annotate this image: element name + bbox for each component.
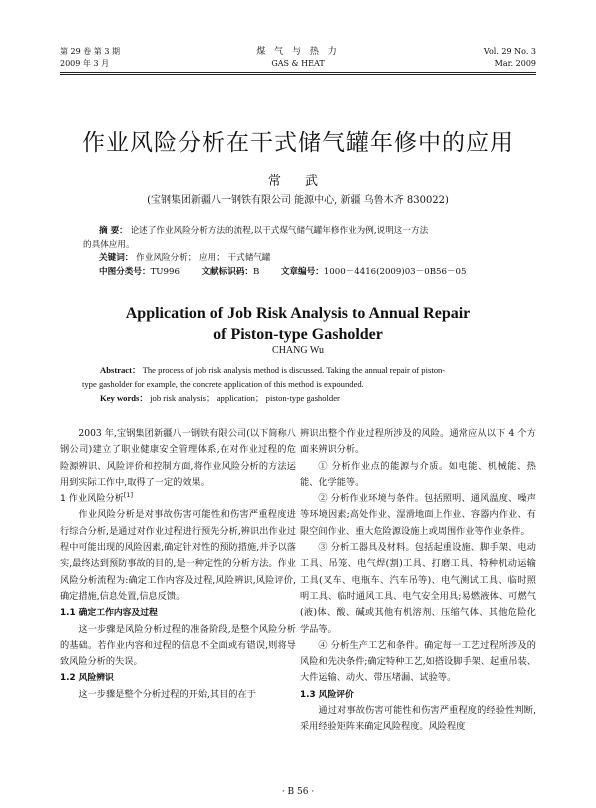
paragraph: 作业风险分析是对事故伤害可能性和伤害严重程度进行综合分析,是通过对作业过程进行预先分析,辨识出作业过程中可能出现的风险因素,确定针对性的预防措施,并予以落实,最终达到预防事故的目的,是一种定性的分析方法。作业风险分析流程为:确定工作内容及过程,风险辨识,风险评价,确定措施,信息处置,信息反馈。 [60,509,296,602]
article-id: 1000－4416(2009)03－0B56－05 [323,266,467,277]
doc-code: B [253,266,260,277]
list-item: ③ 分析工器具及材料。包括起重设施、脚手架、电动工具、吊笼、电气焊(割)工具、打磨工具、特种机动运输工具(叉车、电瓶车、汽车吊等)、电气测试工具、临时照明工具、临时通风工具、电气安全用具;易燃液体、可燃气(液)体、酸、碱或其他有机溶剂、压缩气体、其他危险化学品等。 [300,542,536,635]
issue-date: 2009 年 3 月 [60,59,110,68]
english-title [0,303,596,345]
abstract-en-line2: type gasholder for example, the concrete application of this method is expounded. [82,379,364,389]
volume-issue: 第 29 卷 第 3 期 [60,47,120,56]
issue-date-en: Mar. 2009 [494,59,536,68]
body-column-right [300,426,536,736]
list-item: ② 分析作业环境与条件。包括照明、通风温度、噪声等环境因素;高处作业、湿滑地面上作业、容器内作业、有限空间作业、重大危险源设施上或周围作业等作业条件。 [300,493,536,537]
paragraph: 这一步骤是风险分析过程的准备阶段,是整个风险分析的基础。若作业内容和过程的信息不全面或有错误,则将导致风险分析的失误。 [60,623,296,668]
running-header-right [484,46,536,70]
keywords-en-label: Key words： [100,393,148,403]
abstract-cn [83,225,515,279]
header-rule-top [60,72,536,73]
paragraph: 辨识出整个作业过程所涉及的风险。通常应从以下 4 个方面来辨识分析。 [300,428,536,456]
abstract-label: 摘 要： [99,226,128,236]
body-column-left [60,426,296,703]
article-title: 作业风险分析在干式储气罐年修中的应用 [82,130,514,156]
english-title-line1: Application of Job Risk Analysis to Annual Repair [125,305,471,322]
subsection-heading-1-1: 1.1 确定工作内容及过程 [60,608,158,619]
header-rule-bottom [60,74,536,75]
section-heading-text: 1 作业风险分析 [60,493,124,505]
abstract-text-line2: 的具体应用。 [83,239,135,250]
english-author: CHANG Wu [272,345,324,356]
keywords-en: job risk analysis； application； piston-type gasholder [150,393,340,403]
keywords-cn: 作业风险分析； 应用； 干式储气罐 [136,253,271,263]
clc-label: 中图分类号： [99,266,151,277]
author-affiliation: (宝钢集团新疆八一钢铁有限公司 能源中心, 新疆 乌鲁木齐 830022) [147,195,449,206]
list-item: ④ 分析生产工艺和条件。确定每一工艺过程所涉及的风险和先决条件;确定特种工艺,如搭设脚手架、起重吊装、大件运输、动火、带压堵漏、试验等。 [300,639,536,684]
abstract-en-line1: The process of job risk analysis method is discussed. Taking the annual repair of piston- [142,365,446,375]
article-id-label: 文章编号： [280,266,324,277]
author-name: 常 武 [267,174,329,189]
journal-name-cn: 煤 气 与 热 力 [256,47,340,57]
section-heading-1 [60,491,296,507]
paragraph: 这一步骤是整个分析过程的开始,其目的在于 [78,688,256,700]
list-item: ① 分析作业点的能源与介质。如电能、机械能、热能、化学能等。 [300,460,536,488]
page-number: · B 56 · [281,787,315,797]
clc-number: TU996 [150,266,180,277]
doc-code-label: 文献标识码： [201,266,254,277]
subsection-heading-1-2: 1.2 风险辨识 [60,673,114,684]
paragraph: 通过对事故伤害可能性和伤害严重程度的经验性判断,采用经验矩阵来确定风险程度。风险程度 [300,705,536,733]
abstract-en [82,363,520,405]
english-title-line2: of Piston-type Gasholder [213,326,383,343]
keywords-label: 关键词： [99,253,134,263]
subsection-heading-1-3: 1.3 风险评价 [300,689,354,700]
abstract-text-line1: 论述了作业风险分析方法的流程,以干式煤气储气罐年修作业为例,说明这一方法 [130,226,429,236]
journal-name-en: GAS & HEAT [271,59,325,68]
paragraph: 2003 年,宝钢集团新疆八一钢铁有限公司(以下简称八钢公司)建立了职业健康安全管理体系,在对作业过程的危险源辨识、风险评价和控制方面,将作业风险分析的方法运用到实际工作中,取得了一定的效果。 [60,428,296,488]
abstract-en-label: Abstract： [100,365,141,375]
volume-issue-en: Vol. 29 No. 3 [483,47,536,56]
citation-ref: [1] [123,491,134,500]
